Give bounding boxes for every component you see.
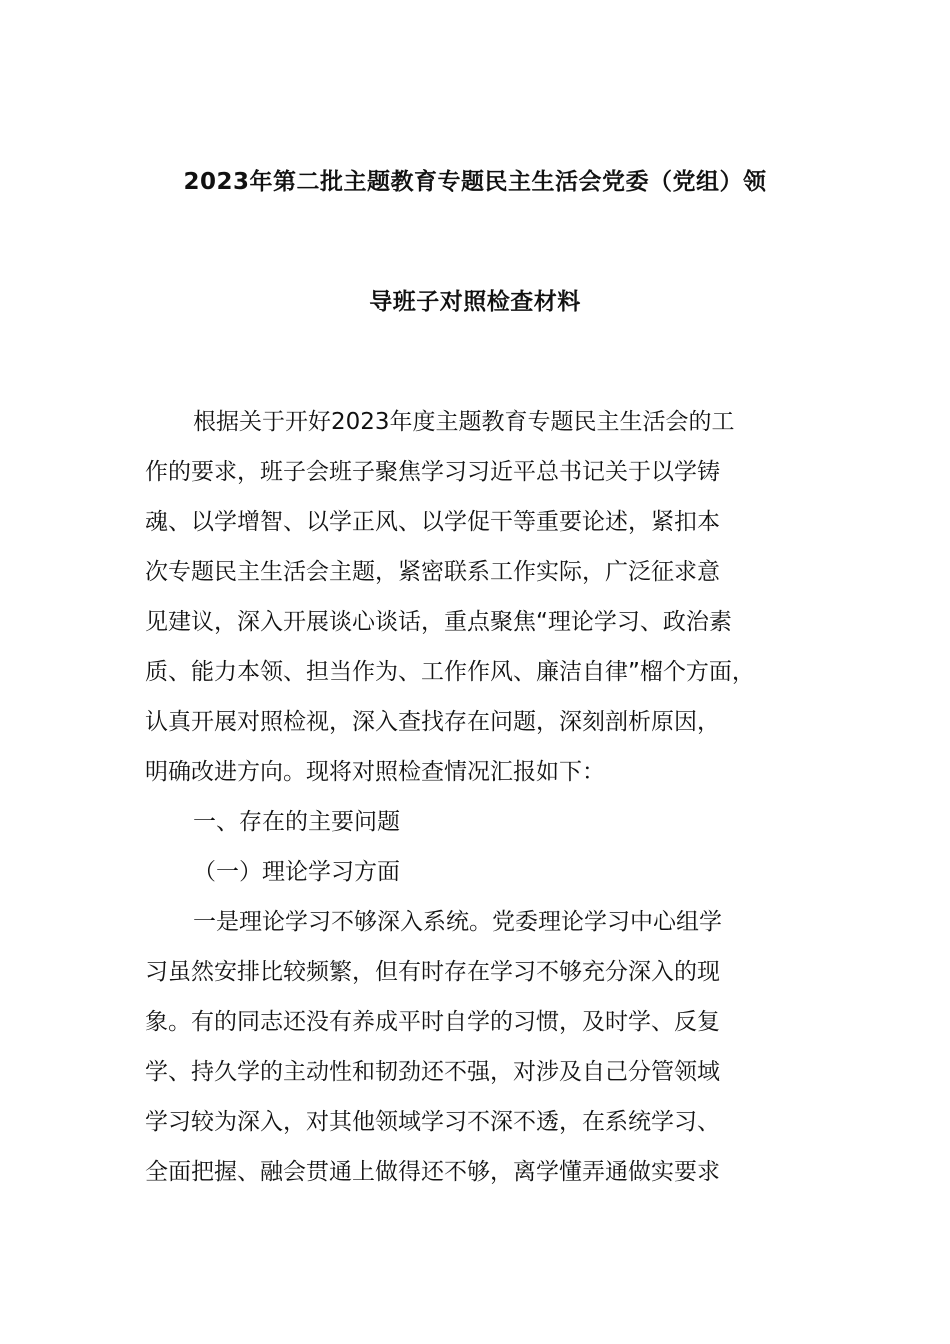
- body-line: 次专题民主生活会主题，紧密联系工作实际，广泛征求意: [145, 559, 720, 585]
- body-line: 作的要求，班子会班子聚焦学习习近平总书记关于以学铸: [145, 459, 720, 485]
- body-line: 象。有的同志还没有养成平时自学的习惯，及时学、反复: [145, 1009, 720, 1035]
- document-title-line-1: 2023年第二批主题教育专题民主生活会党委（党组）领: [183, 169, 767, 195]
- body-line: 学、持久学的主动性和韧劲还不强，对涉及自己分管领域: [145, 1059, 720, 1085]
- body-line: 魂、以学增智、以学正风、以学促干等重要论述，紧扣本: [145, 509, 720, 535]
- body-line: 根据关于开好2023年度主题教育专题民主生活会的工: [193, 409, 735, 435]
- body-line: 见建议，深入开展谈心谈话，重点聚焦“理论学习、政治素: [145, 609, 732, 635]
- body-line: 质、能力本领、担当作为、工作作风、廉洁自律”榴个方面，: [145, 659, 755, 685]
- body-line: 明确改进方向。现将对照检查情况汇报如下：: [145, 759, 605, 785]
- body-line: 习虽然安排比较频繁，但有时存在学习不够充分深入的现: [145, 959, 720, 985]
- body-line: 全面把握、融会贯通上做得还不够，离学懂弄通做实要求: [145, 1159, 720, 1185]
- body-line: 一是理论学习不够深入系统。党委理论学习中心组学: [193, 909, 722, 935]
- subsection-heading: （一）理论学习方面: [193, 859, 400, 885]
- body-line: 学习较为深入，对其他领域学习不深不透，在系统学习、: [145, 1109, 720, 1135]
- document-title-line-2: 导班子对照检查材料: [369, 289, 581, 315]
- section-heading: 一、存在的主要问题: [193, 809, 400, 835]
- body-line: 认真开展对照检视，深入查找存在问题，深刻剖析原因，: [145, 709, 720, 735]
